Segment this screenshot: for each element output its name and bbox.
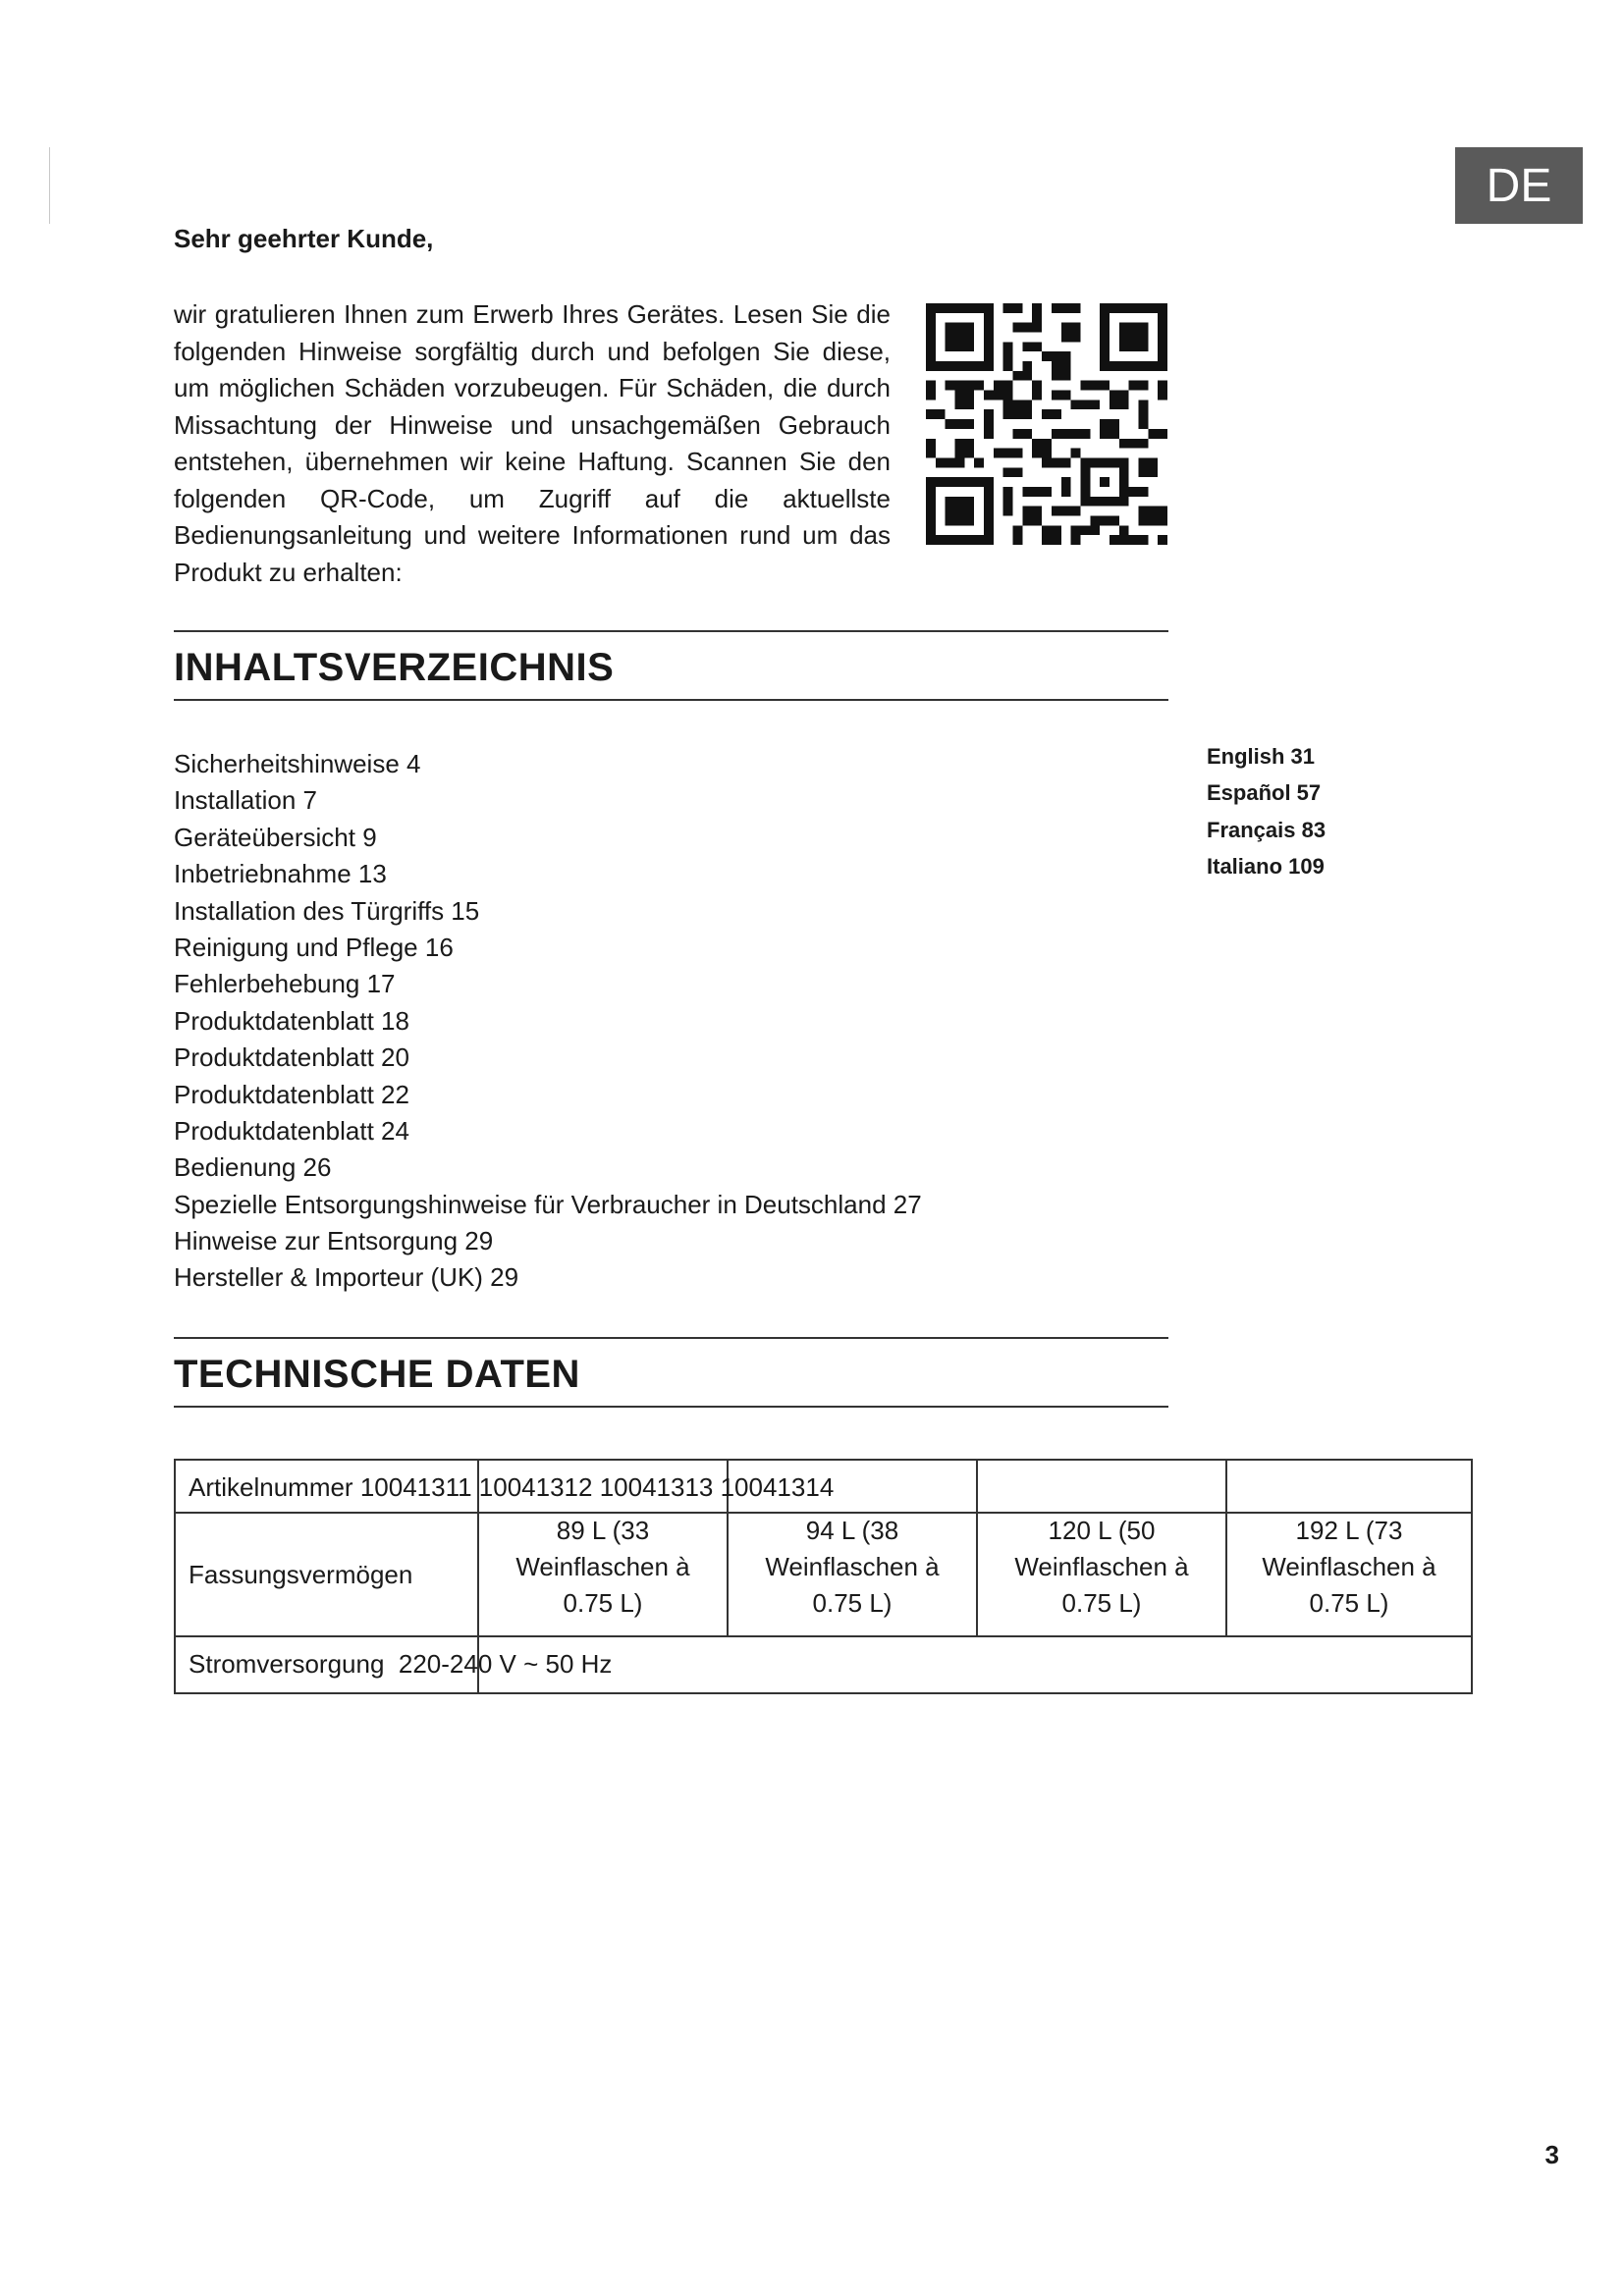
toc-rule-top: [174, 630, 1168, 632]
specs-table: [174, 1459, 1473, 1694]
toc-item[interactable]: Inbetriebnahme 13: [174, 859, 387, 889]
capacity-cell: 120 L (50 Weinflaschen à 0.75 L): [1014, 1515, 1189, 1618]
specs-rule-bottom: [174, 1406, 1168, 1408]
toc-item[interactable]: Spezielle Entsorgungshinweise für Verbraucher in Deutschland 27: [174, 1189, 922, 1219]
table-border: [174, 1459, 176, 1694]
qr-code-icon: [926, 302, 1167, 546]
toc-item[interactable]: Produktdatenblatt 18: [174, 1005, 409, 1036]
language-link-french[interactable]: Français 83: [1207, 817, 1326, 842]
toc-item[interactable]: Bedienung 26: [174, 1152, 332, 1183]
intro-paragraph: wir gratulieren Ihnen zum Erwerb Ihres Gerätes. Lesen Sie die folgenden Hinweise sorgfältig durch und befolgen Sie diese, um möglichen Schäden vorzubeugen. Für Schäden, die durch Missachtung der Hinweise und unsachgemäßen Gebrauch entstehen, übernehmen wir keine Haftung. Scannen Sie den folgenden QR-Code, um Zugriff auf die aktuellste Bedienungsanleitung und weitere Informationen rund um das Produkt zu erhalten:: [174, 299, 891, 587]
toc-item[interactable]: Installation des Türgriffs 15: [174, 895, 480, 926]
other-languages-list: [1207, 738, 1326, 885]
specs-title: TECHNISCHE DATEN: [174, 1353, 580, 1396]
toc-item[interactable]: Sicherheitshinweise 4: [174, 749, 421, 778]
language-tab: DE: [1455, 147, 1583, 224]
table-border: [174, 1635, 1473, 1637]
toc-item[interactable]: Produktdatenblatt 22: [174, 1079, 409, 1109]
language-link-spanish[interactable]: Español 57: [1207, 780, 1322, 806]
specs-rule-top: [174, 1337, 1168, 1339]
toc-item[interactable]: Hinweise zur Entsorgung 29: [174, 1226, 494, 1256]
language-link-italian[interactable]: Italiano 109: [1207, 854, 1325, 880]
language-link-english[interactable]: English 31: [1207, 744, 1316, 769]
toc-item[interactable]: Geräteübersicht 9: [174, 822, 377, 852]
table-border: [1471, 1459, 1473, 1694]
page-number: 3: [1544, 2140, 1559, 2169]
toc-item[interactable]: Installation 7: [174, 785, 317, 816]
margin-line: [49, 147, 50, 224]
capacity-label: Fassungsvermögen: [189, 1560, 413, 1589]
capacity-cell: 192 L (73 Weinflaschen à 0.75 L): [1262, 1515, 1436, 1618]
greeting: Sehr geehrter Kunde,: [174, 224, 434, 253]
toc-rule-bottom: [174, 699, 1168, 701]
capacity-cell: 94 L (38 Weinflaschen à 0.75 L): [765, 1515, 940, 1618]
toc-item[interactable]: Produktdatenblatt 24: [174, 1115, 409, 1146]
toc-item[interactable]: Hersteller & Importeur (UK) 29: [174, 1262, 519, 1293]
table-of-contents: [174, 746, 922, 1297]
capacity-cell: 89 L (33 Weinflaschen à 0.75 L): [515, 1515, 690, 1618]
table-border: [174, 1459, 1473, 1461]
power-supply-row: Stromversorgung 220-240 V ~ 50 Hz: [189, 1649, 613, 1679]
toc-item[interactable]: Fehlerbehebung 17: [174, 969, 396, 999]
article-number-row: Artikelnummer 10041311 10041312 10041313 10041314: [189, 1472, 835, 1502]
toc-item[interactable]: Produktdatenblatt 20: [174, 1042, 409, 1073]
table-border: [174, 1692, 1473, 1694]
toc-title: INHALTSVERZEICHNIS: [174, 646, 615, 689]
toc-item[interactable]: Reinigung und Pflege 16: [174, 932, 454, 962]
